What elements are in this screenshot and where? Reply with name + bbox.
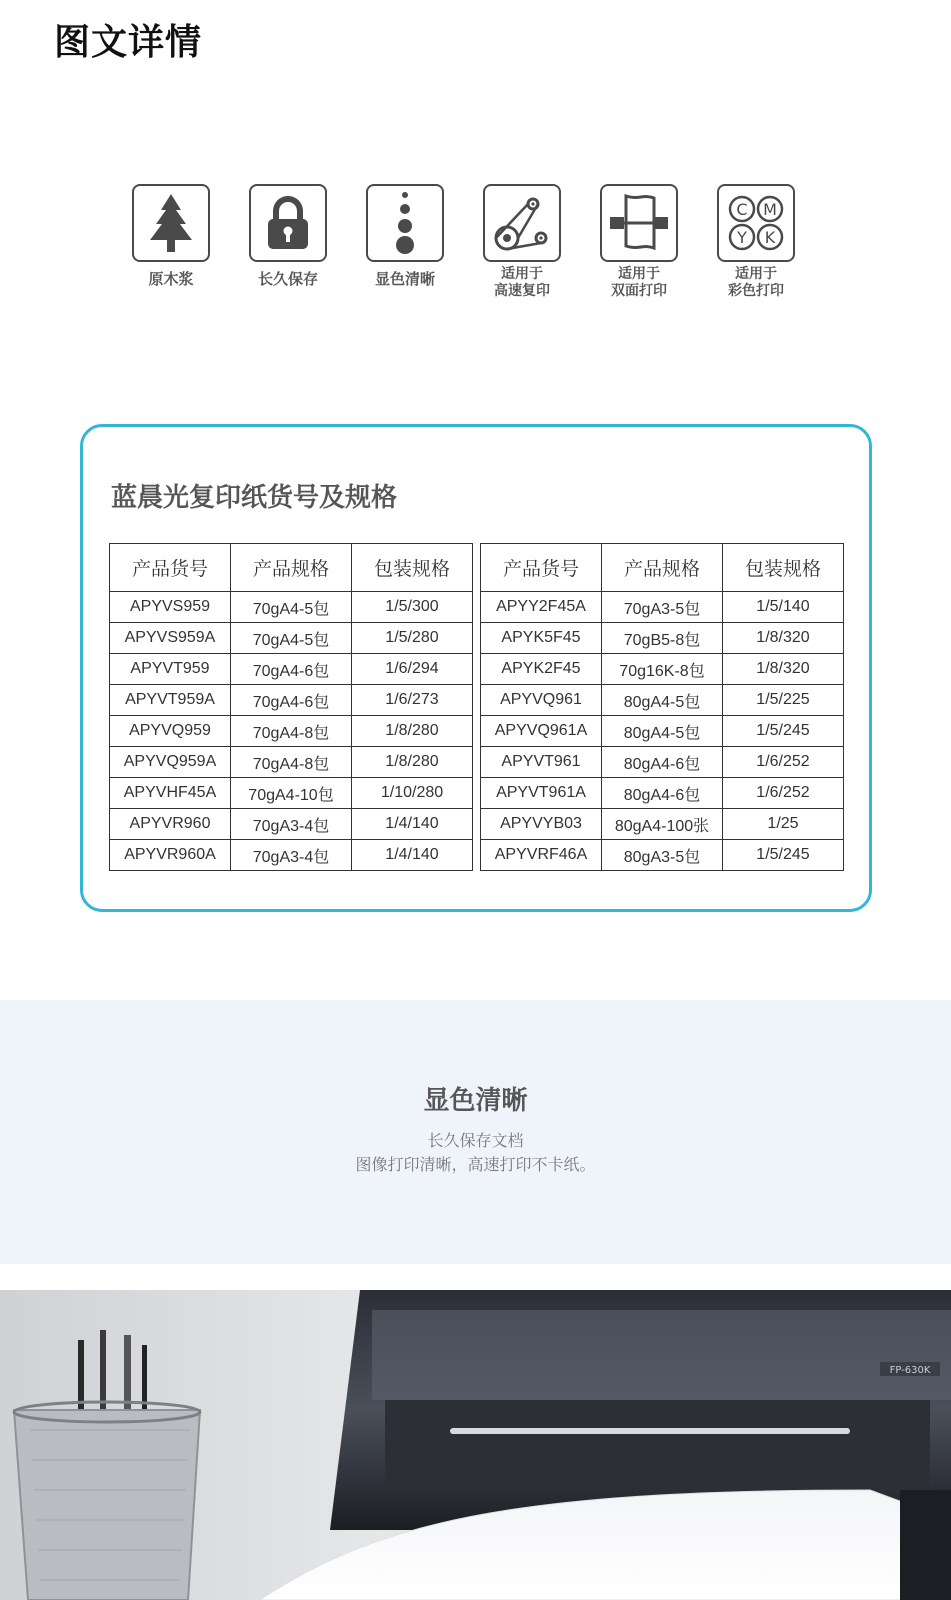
table-cell: 1/8/280 xyxy=(352,747,473,778)
spec-title: 蓝晨光复印纸货号及规格 xyxy=(111,483,398,513)
product-photo xyxy=(0,1290,951,1600)
table-cell: 1/5/225 xyxy=(723,685,844,716)
table-cell: APYVQ959A xyxy=(110,747,231,778)
table-cell: 80gA4-6包 xyxy=(602,747,723,778)
table-cell: APYVT959A xyxy=(110,685,231,716)
column-header: 产品规格 xyxy=(602,544,723,592)
table-cell: APYVT961A xyxy=(481,778,602,809)
spec-table-right xyxy=(480,543,844,871)
feature-long-storage xyxy=(242,184,334,288)
table-row xyxy=(110,685,473,716)
column-header: 包装规格 xyxy=(352,544,473,592)
table-cell: APYVQ961 xyxy=(481,685,602,716)
table-cell: APYVYB03 xyxy=(481,809,602,840)
spec-table-left xyxy=(109,543,473,871)
column-header: 包装规格 xyxy=(723,544,844,592)
table-cell: 80gA3-5包 xyxy=(602,840,723,871)
table-row xyxy=(110,809,473,840)
table-row xyxy=(481,716,844,747)
feature-label: 适用于 高速复印 xyxy=(494,266,550,299)
banner-description: 图像打印清晰，高速打印不卡纸。 xyxy=(355,1155,596,1174)
table-cell: 70g16K-8包 xyxy=(602,654,723,685)
feature-label: 长久保存 xyxy=(257,270,318,288)
banner-title: 显色清晰 xyxy=(423,1086,528,1116)
table-cell: 1/6/294 xyxy=(352,654,473,685)
copier-roller-icon xyxy=(483,184,561,262)
table-cell: 80gA4-5包 xyxy=(602,685,723,716)
table-cell: 1/8/320 xyxy=(723,654,844,685)
column-header: 产品规格 xyxy=(231,544,352,592)
table-row xyxy=(481,840,844,871)
feature-icons xyxy=(132,184,832,314)
svg-text:Y: Y xyxy=(737,228,747,247)
printer-photo-illustration xyxy=(0,1290,951,1600)
cmyk-icon xyxy=(717,184,795,262)
table-cell: 70gA4-5包 xyxy=(231,592,352,623)
table-header-row xyxy=(110,544,473,592)
lock-icon xyxy=(249,184,327,262)
table-cell: 80gA4-100张 xyxy=(602,809,723,840)
table-cell: 1/8/320 xyxy=(723,623,844,654)
table-row xyxy=(110,654,473,685)
table-cell: 1/5/245 xyxy=(723,716,844,747)
feature-high-speed-copy xyxy=(476,184,568,300)
feature-clear-color xyxy=(359,184,451,288)
table-cell: APYVQ961A xyxy=(481,716,602,747)
table-cell: 70gA4-6包 xyxy=(231,685,352,716)
table-cell: 70gA4-6包 xyxy=(231,654,352,685)
feature-wood-pulp xyxy=(125,184,217,288)
table-cell: APYVT961 xyxy=(481,747,602,778)
feature-label: 适用于 彩色打印 xyxy=(728,266,784,299)
table-row xyxy=(110,778,473,809)
table-row xyxy=(481,809,844,840)
table-row xyxy=(110,840,473,871)
feature-label: 显色清晰 xyxy=(374,270,435,288)
spec-card xyxy=(80,424,872,912)
table-row xyxy=(110,592,473,623)
table-cell: 70gB5-8包 xyxy=(602,623,723,654)
feature-banner xyxy=(0,1000,951,1264)
table-cell: 1/5/280 xyxy=(352,623,473,654)
table-cell: 80gA4-5包 xyxy=(602,716,723,747)
printer xyxy=(260,1290,951,1600)
table-row xyxy=(481,685,844,716)
svg-text:C: C xyxy=(736,200,748,219)
printer-model-label: FP-630K xyxy=(889,1365,931,1376)
table-cell: APYVS959A xyxy=(110,623,231,654)
table-cell: 1/4/140 xyxy=(352,809,473,840)
table-cell: APYVS959 xyxy=(110,592,231,623)
feature-label: 适用于 双面打印 xyxy=(611,266,667,299)
duplex-paper-icon xyxy=(600,184,678,262)
table-cell: APYVR960A xyxy=(110,840,231,871)
table-cell: 1/5/245 xyxy=(723,840,844,871)
table-cell: APYK2F45 xyxy=(481,654,602,685)
banner-subtitle: 长久保存文档 xyxy=(427,1131,524,1150)
table-row xyxy=(481,623,844,654)
svg-text:M: M xyxy=(763,200,777,219)
table-cell: 70gA3-4包 xyxy=(231,840,352,871)
table-row xyxy=(481,747,844,778)
table-cell: 70gA4-5包 xyxy=(231,623,352,654)
table-cell: 1/8/280 xyxy=(352,716,473,747)
table-cell: APYK5F45 xyxy=(481,623,602,654)
table-cell: 1/5/300 xyxy=(352,592,473,623)
table-cell: 1/25 xyxy=(723,809,844,840)
table-cell: APYVR960 xyxy=(110,809,231,840)
feature-label: 原木浆 xyxy=(148,270,194,288)
table-cell: 70gA4-8包 xyxy=(231,747,352,778)
table-cell: 1/6/273 xyxy=(352,685,473,716)
table-cell: 1/10/280 xyxy=(352,778,473,809)
table-row xyxy=(481,592,844,623)
svg-text:K: K xyxy=(764,228,776,247)
table-cell: 1/5/140 xyxy=(723,592,844,623)
page-title: 图文详情 xyxy=(54,22,203,63)
table-cell: APYVHF45A xyxy=(110,778,231,809)
feature-duplex-print xyxy=(593,184,685,300)
table-cell: APYVT959 xyxy=(110,654,231,685)
table-cell: 80gA4-6包 xyxy=(602,778,723,809)
table-cell: 1/6/252 xyxy=(723,747,844,778)
table-row xyxy=(481,778,844,809)
table-cell: APYVQ959 xyxy=(110,716,231,747)
table-row xyxy=(481,654,844,685)
table-cell: 1/6/252 xyxy=(723,778,844,809)
table-row xyxy=(110,716,473,747)
tree-icon xyxy=(132,184,210,262)
table-cell: APYY2F45A xyxy=(481,592,602,623)
table-cell: 70gA3-5包 xyxy=(602,592,723,623)
table-cell: 1/4/140 xyxy=(352,840,473,871)
column-header: 产品货号 xyxy=(110,544,231,592)
table-header-row xyxy=(481,544,844,592)
table-row xyxy=(110,623,473,654)
table-cell: 70gA4-10包 xyxy=(231,778,352,809)
column-header: 产品货号 xyxy=(481,544,602,592)
table-cell: 70gA4-8包 xyxy=(231,716,352,747)
table-cell: APYVRF46A xyxy=(481,840,602,871)
table-row xyxy=(110,747,473,778)
feature-color-print xyxy=(710,184,802,300)
dots-icon xyxy=(366,184,444,262)
table-cell: 70gA3-4包 xyxy=(231,809,352,840)
